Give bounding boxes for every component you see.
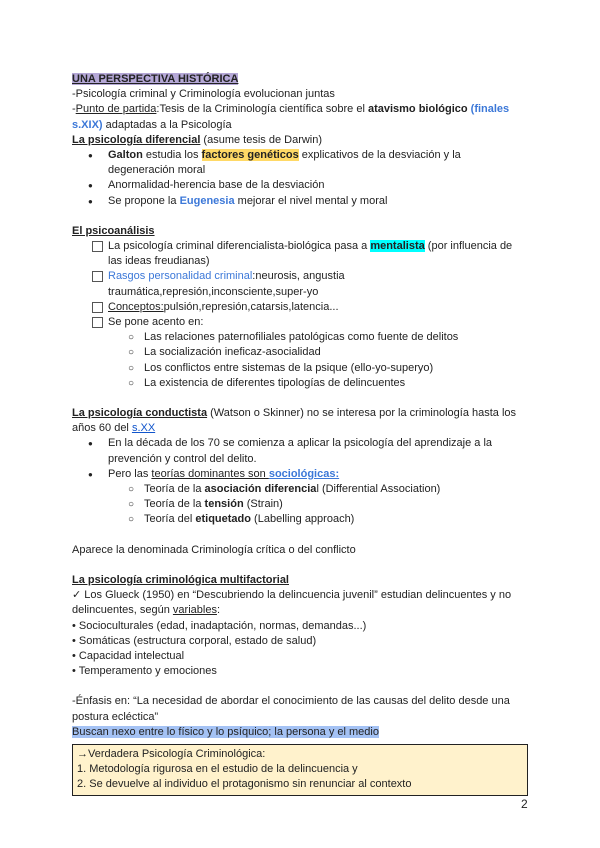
variable-item: • Somáticas (estructura corporal, estado de salud) xyxy=(72,634,317,647)
checkbox-icon[interactable] xyxy=(92,317,103,328)
title: UNA PERSPECTIVA HISTÓRICA xyxy=(72,73,239,85)
variable-item: • Capacidad intelectual xyxy=(72,649,185,662)
sub-list-item: ○ Las relaciones paternofiliales patológicas como fuente de delitos xyxy=(72,330,528,345)
summary-box xyxy=(72,744,528,796)
intro-line-2: -Punto de partida:Tesis de la Criminología científica sobre el atavismo biológico (finales xyxy=(72,103,510,116)
sub-list-item: ○ La existencia de diferentes tipologías de delincuentes xyxy=(72,376,528,391)
heading-psicoanalisis: El psicoanálisis xyxy=(72,224,155,237)
sub-list-item: ○ Los conflictos entre sistemas de la psique (ello-yo-superyo) xyxy=(72,361,528,376)
variable-item: • Socioculturales (edad, inadaptación, normas, demandas...) xyxy=(72,619,367,632)
sub-list-item: ○ Teoría de la asociación diferencial (Differential Association) xyxy=(72,482,528,497)
summary-item: 2. Se devuelve al individuo el protagonismo sin renunciar al contexto xyxy=(77,778,412,791)
nexo-line: Buscan nexo entre lo físico y lo psíquico; la persona y el medio xyxy=(72,725,379,738)
variable-item: • Temperamento y emociones xyxy=(72,665,217,678)
glueck-paragraph: ✓ Los Glueck (1950) en “Descubriendo la delincuencia juvenil” estudian delincuentes y no delincuentes, según variables: xyxy=(72,589,512,617)
sub-list-item: ○ Teoría del etiquetado (Labelling approach) xyxy=(72,512,528,527)
checklist-item: Se pone acento en: xyxy=(72,315,528,330)
list-item: ● Pero las teorías dominantes son sociológicas: xyxy=(72,467,528,482)
intro-line-1: -Psicología criminal y Criminología evolucionan juntas xyxy=(72,88,335,101)
sub-list-item: ○ Teoría de la tensión (Strain) xyxy=(72,497,528,512)
summary-title: →Verdadera Psicología Criminológica: xyxy=(77,747,266,760)
page-number: 2 xyxy=(521,797,528,811)
list-item: ● Galton estudia los factores genéticos explicativos de la desviación y la degeneración moral xyxy=(72,148,528,178)
heading-diferencial: La psicología diferencial (asume tesis de Darwin) xyxy=(72,133,323,146)
checkbox-icon[interactable] xyxy=(92,241,103,252)
list-item: ● En la década de los 70 se comienza a aplicar la psicología del aprendizaje a la prevención y control del delito. xyxy=(72,436,528,466)
sub-list-item: ○ La socialización ineficaz-asocialidad xyxy=(72,345,528,360)
sxx-link[interactable]: s.XX xyxy=(131,422,156,435)
heading-multifactorial: La psicología criminológica multifactorial xyxy=(72,573,289,586)
summary-item: 1. Metodología rigurosa en el estudio de la delincuencia y xyxy=(77,763,358,776)
list-item: ● Anormalidad-herencia base de la desviación xyxy=(72,178,528,193)
checklist-item: La psicología criminal diferencialista-biológica pasa a mentalista (por influencia de las ideas freudianas) xyxy=(72,239,528,269)
checkbox-icon[interactable] xyxy=(92,302,103,313)
enfasis-paragraph: -Énfasis en: “La necesidad de abordar el conocimiento de las causas del delito desde una postura ecléctica” xyxy=(72,695,510,723)
list-item: ● Se propone la Eugenesia mejorar el nivel mental y moral xyxy=(72,194,528,209)
criminologia-critica: Aparece la denominada Criminología crítica o del conflicto xyxy=(72,543,356,556)
document-body xyxy=(72,72,528,796)
checklist-item: Rasgos personalidad criminal:neurosis, angustia traumática,represión,inconsciente,super-yo xyxy=(72,269,528,299)
checkbox-icon[interactable] xyxy=(92,271,103,282)
heading-conductista: La psicología conductista (Watson o Skinner) no se interesa por la criminología hasta los años 60 del s.XX xyxy=(72,407,517,435)
intro-line-3: s.XIX) adaptadas a la Psicología xyxy=(72,118,232,131)
punto-de-partida-link: Punto de partida xyxy=(75,103,157,116)
checklist-item: Conceptos:pulsión,represión,catarsis,latencia... xyxy=(72,300,528,315)
